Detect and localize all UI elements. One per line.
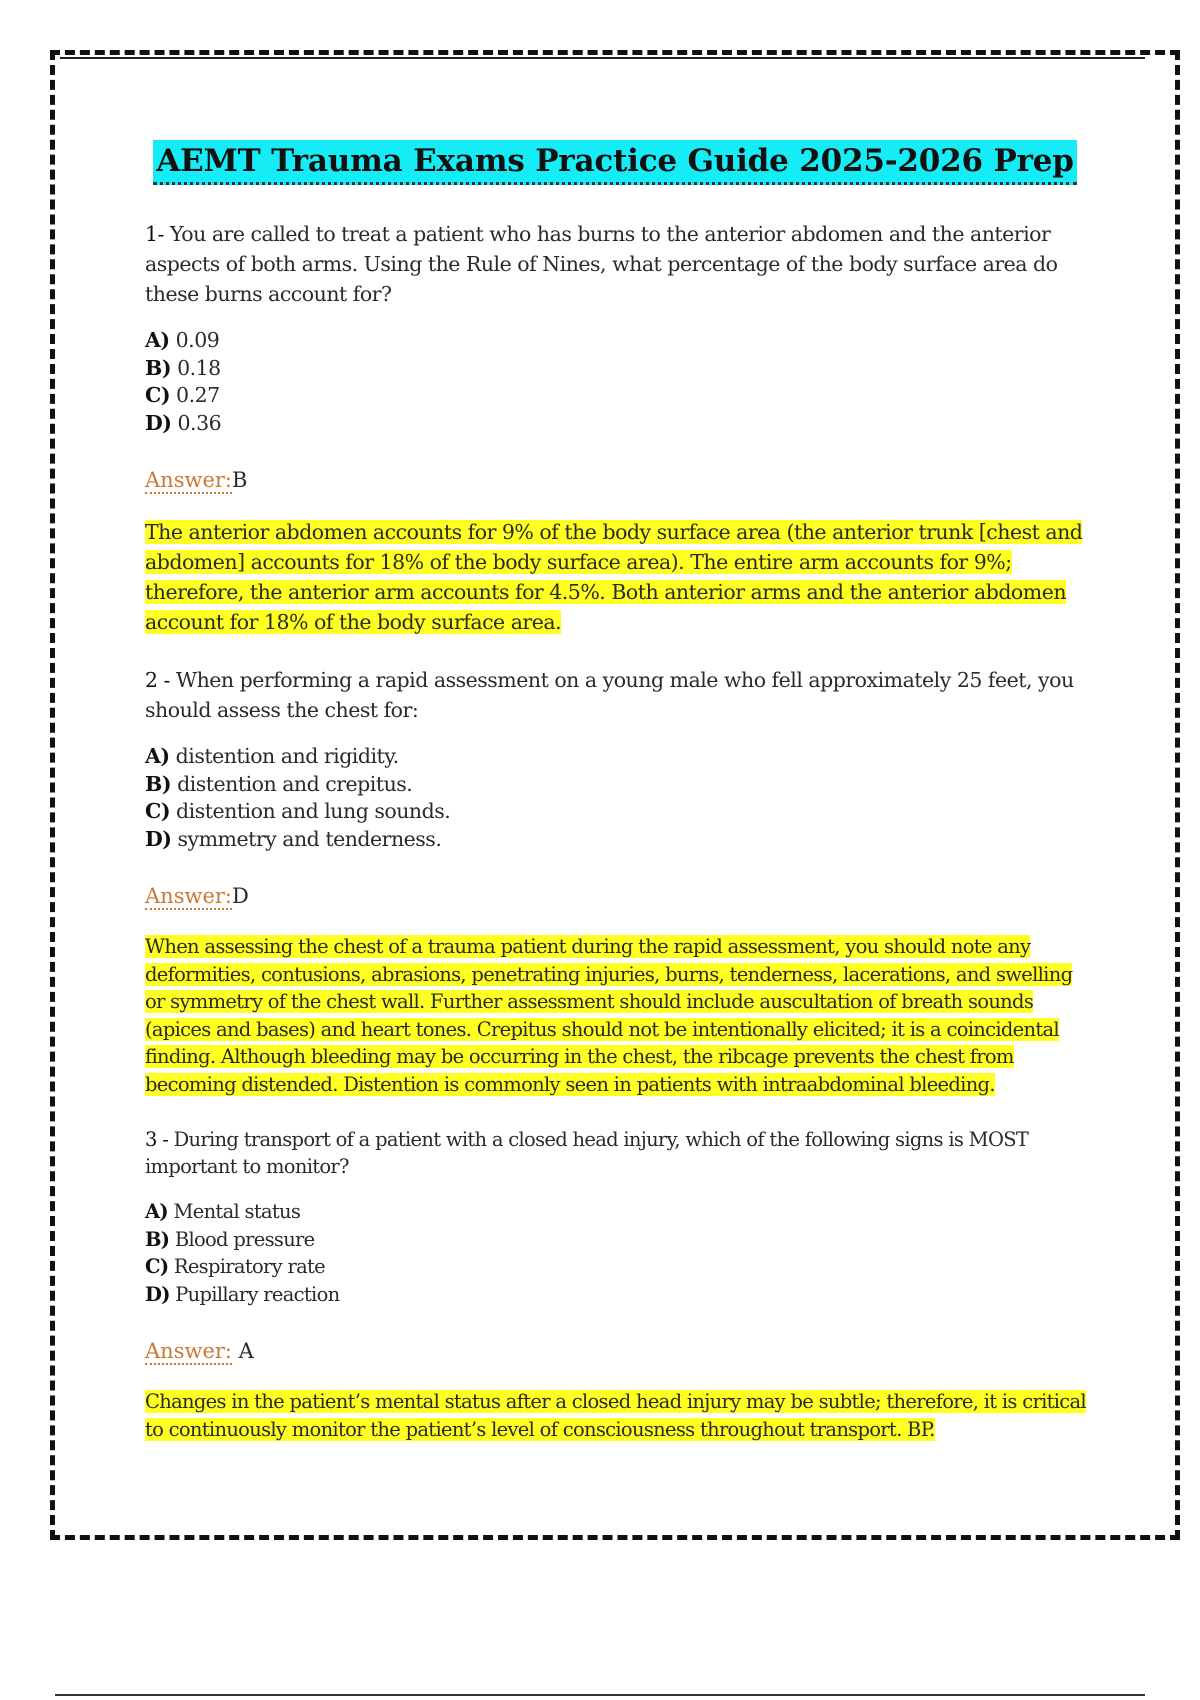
explanation — [145, 1388, 1090, 1443]
option-text: distention and crepitus. — [177, 771, 413, 796]
question-text — [145, 219, 1090, 309]
answer-line — [145, 1336, 1090, 1366]
option-d — [145, 1281, 1090, 1309]
option-a — [145, 327, 1090, 355]
option-letter: A) — [145, 744, 170, 768]
answer-label: Answer: — [145, 884, 232, 908]
option-text: 0.18 — [177, 355, 221, 380]
option-text: distention and lung sounds. — [176, 799, 451, 823]
explanation — [145, 933, 1090, 1098]
option-letter: C) — [145, 1255, 169, 1278]
option-a — [145, 1198, 1090, 1226]
option-b — [145, 1226, 1090, 1254]
option-text: 0.27 — [176, 383, 220, 407]
option-letter: A) — [145, 328, 170, 352]
option-text: Mental status — [173, 1200, 301, 1223]
option-letter: A) — [145, 1200, 168, 1223]
options-list — [145, 743, 1090, 853]
option-b — [145, 355, 1090, 383]
option-letter: B) — [145, 771, 172, 796]
option-letter: D) — [145, 826, 172, 851]
option-c — [145, 382, 1090, 410]
option-b — [145, 771, 1090, 799]
option-a — [145, 743, 1090, 771]
question-body: During transport of a patient with a closed head injury, which of the following signs is MOST important to monitor? — [145, 1128, 1029, 1178]
question-text — [145, 665, 1090, 725]
question-block-1 — [145, 219, 1090, 637]
option-c — [145, 798, 1090, 826]
option-text: Pupillary reaction — [175, 1282, 340, 1306]
question-number: 2 - — [145, 668, 170, 692]
question-body: You are called to treat a patient who has burns to the anterior abdomen and the anterior aspects of both arms. Using the Rule of Nines, what percentage of the body surface area do these burns account for? — [145, 222, 1058, 306]
question-text — [145, 1126, 1090, 1180]
option-d — [145, 826, 1090, 854]
question-number: 1- — [145, 222, 164, 246]
option-text: Blood pressure — [174, 1227, 315, 1251]
option-text: 0.09 — [175, 328, 220, 352]
question-block-3 — [145, 1126, 1090, 1443]
option-text: distention and rigidity. — [175, 744, 399, 768]
answer-line — [145, 881, 1090, 911]
option-text: symmetry and tenderness. — [177, 826, 442, 851]
answer-label: Answer: — [145, 468, 232, 492]
explanation-text: When assessing the chest of a trauma patient during the rapid assessment, you should note any deformities, contusions, abrasions, penetrating injuries, burns, tenderness, lacerations, and swelling or symmetry of the chest wall. Further assessment should include auscultation of breath sounds (apices and bases) and heart tones. Crepitus should not be intentionally elicited; it is a coincidental finding. Although bleeding may be occurring in the chest, the ribcage prevents the chest from becoming distended. Distention is commonly seen in patients with intraabdominal bleeding. — [145, 935, 1073, 1096]
option-d — [145, 410, 1090, 438]
footer-rule — [55, 1694, 1145, 1696]
option-letter: C) — [145, 383, 171, 407]
option-letter: B) — [145, 1227, 170, 1251]
answer-value: D — [231, 884, 249, 908]
option-text: 0.36 — [177, 410, 222, 435]
answer-line — [145, 465, 1090, 495]
answer-value: B — [231, 468, 248, 492]
question-block-2 — [145, 665, 1090, 1098]
option-c — [145, 1253, 1090, 1281]
explanation-text: Changes in the patient’s mental status after a closed head injury may be subtle; therefore, it is critical to continuously monitor the patient’s level of consciousness throughout transport. BP. — [145, 1390, 1086, 1441]
question-body: When performing a rapid assessment on a young male who fell approximately 25 feet, you should assess the chest for: — [145, 668, 1074, 722]
top-rule — [60, 57, 1145, 59]
title-wrapper — [140, 140, 1090, 185]
question-number: 3 - — [145, 1128, 169, 1151]
options-list — [145, 1198, 1090, 1308]
explanation — [145, 517, 1090, 637]
option-letter: D) — [145, 410, 172, 435]
option-letter: B) — [145, 355, 172, 380]
options-list — [145, 327, 1090, 437]
option-letter: C) — [145, 799, 171, 823]
answer-label: Answer: — [145, 1339, 232, 1363]
option-letter: D) — [145, 1282, 170, 1306]
explanation-text: The anterior abdomen accounts for 9% of the body surface area (the anterior trunk [chest and abdomen] accounts for 18% of the body surface area). The entire arm accounts for 9%; therefore, the anterior arm accounts for 4.5%. Both anterior arms and the anterior abdomen account for 18% of the body surface area. — [145, 520, 1083, 634]
document-body — [145, 140, 1090, 1471]
answer-value: A — [238, 1339, 254, 1363]
document-title: AEMT Trauma Exams Practice Guide 2025-2026 Prep — [153, 140, 1076, 185]
option-text: Respiratory rate — [173, 1255, 325, 1278]
